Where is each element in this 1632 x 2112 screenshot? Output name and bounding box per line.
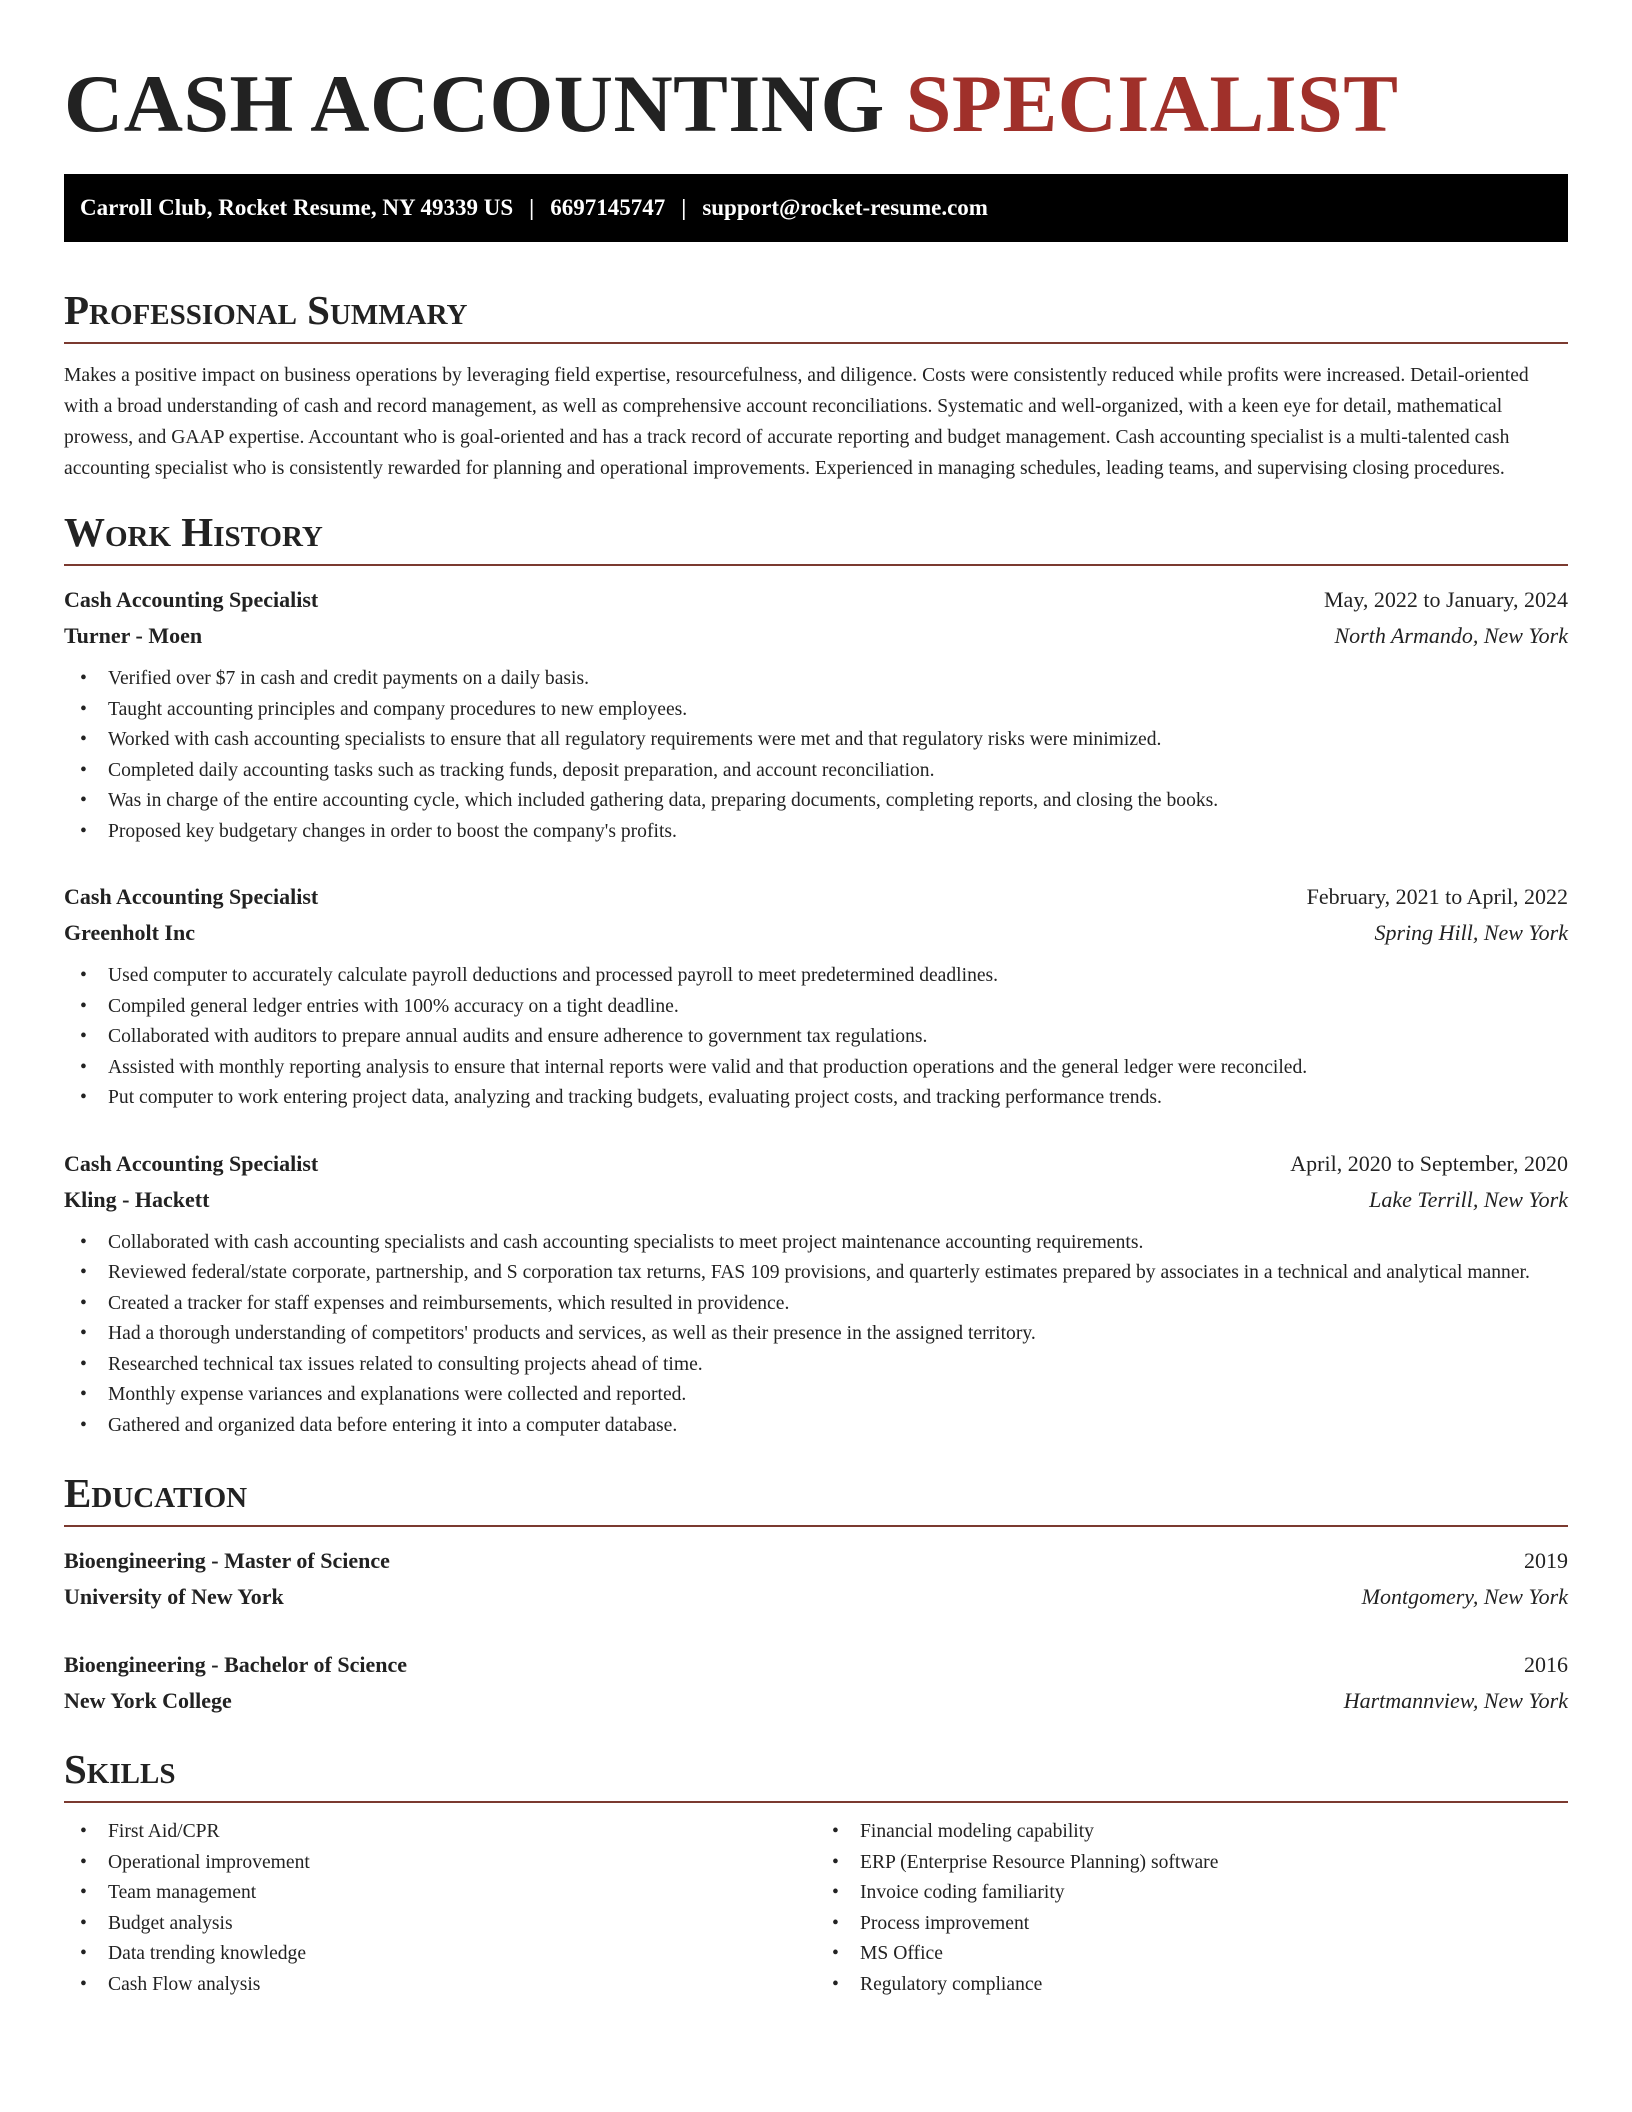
job-company-row bbox=[64, 1182, 1568, 1218]
job-bullet: • Completed daily accounting tasks such as tracking funds, deposit preparation, and account reconciliation. bbox=[64, 756, 1568, 787]
education-location: Hartmannview, New York bbox=[1343, 1688, 1568, 1713]
job-company-row bbox=[64, 915, 1568, 951]
resume-title bbox=[64, 58, 1568, 150]
education-year: 2019 bbox=[1524, 1548, 1568, 1573]
job-bullet: • Used computer to accurately calculate payroll deductions and processed payroll to meet predetermined deadlines. bbox=[64, 961, 1568, 992]
job-company-row bbox=[64, 618, 1568, 654]
job-company: Turner - Moen bbox=[64, 623, 203, 648]
job-location: Spring Hill, New York bbox=[1374, 920, 1568, 945]
job-bullet: • Proposed key budgetary changes in order to boost the company's profits. bbox=[64, 817, 1568, 848]
job-entry bbox=[64, 879, 1568, 1114]
skills-list bbox=[64, 1817, 1568, 2000]
job-bullet: • Put computer to work entering project data, analyzing and tracking budgets, evaluating project costs, and tracking performance trends. bbox=[64, 1083, 1568, 1114]
job-bullet: • Created a tracker for staff expenses and reimbursements, which resulted in providence. bbox=[64, 1289, 1568, 1320]
skill-item: • Regulatory compliance bbox=[816, 1970, 1568, 2001]
contact-email[interactable]: support@rocket-resume.com bbox=[702, 195, 988, 220]
job-entry bbox=[64, 582, 1568, 847]
job-bullets bbox=[64, 664, 1568, 847]
job-bullets bbox=[64, 961, 1568, 1114]
skill-item: • MS Office bbox=[816, 1939, 1568, 1970]
job-entry bbox=[64, 1146, 1568, 1442]
job-header-row bbox=[64, 582, 1568, 618]
skills-column-left bbox=[64, 1817, 816, 2000]
job-bullet: • Had a thorough understanding of competitors' products and services, as well as their presence in the assigned territory. bbox=[64, 1319, 1568, 1350]
job-title: Cash Accounting Specialist bbox=[64, 587, 319, 612]
education-school: University of New York bbox=[64, 1584, 284, 1609]
skill-item: • Cash Flow analysis bbox=[64, 1970, 816, 2001]
skill-item: • Financial modeling capability bbox=[816, 1817, 1568, 1848]
job-bullet: • Assisted with monthly reporting analysis to ensure that internal reports were valid and that production operations and the general ledger were reconciled. bbox=[64, 1053, 1568, 1084]
job-company: Kling - Hackett bbox=[64, 1186, 210, 1212]
job-bullet: • Compiled general ledger entries with 100% accuracy on a tight deadline. bbox=[64, 992, 1568, 1023]
contact-phone[interactable]: 6697145747 bbox=[550, 195, 666, 220]
job-title: Cash Accounting Specialist bbox=[64, 1150, 319, 1176]
section-heading-work: Work History bbox=[64, 508, 1568, 566]
education-entry bbox=[64, 1543, 1568, 1615]
job-header-row bbox=[64, 1146, 1568, 1182]
job-company: Greenholt Inc bbox=[64, 920, 195, 945]
education-degree: Bioengineering - Master of Science bbox=[64, 1548, 390, 1573]
job-bullet: • Collaborated with cash accounting specialists and cash accounting specialists to meet project maintenance accounting requirements. bbox=[64, 1228, 1568, 1259]
skill-item: • Team management bbox=[64, 1878, 816, 1909]
education-school-row bbox=[64, 1579, 1568, 1615]
title-specialist: SPECIALIST bbox=[905, 58, 1399, 149]
skills-column-right bbox=[816, 1817, 1568, 2000]
job-header-row bbox=[64, 879, 1568, 915]
education-school-row bbox=[64, 1683, 1568, 1719]
skill-item: • Process improvement bbox=[816, 1909, 1568, 1940]
skill-item: • Operational improvement bbox=[64, 1848, 816, 1879]
job-location: North Armando, New York bbox=[1334, 623, 1568, 648]
summary-text: Makes a positive impact on business operations by leveraging field expertise, resourcefulness, and diligence. Costs were consistently reduced while profits were increased. Detail-oriented with a broad understanding of cash and record management, as well as comprehensive account reconciliations. Systematic and well-organized, with a keen eye for detail, mathematical prowess, and GAAP expertise. Accountant who is goal-oriented and has a track record of accurate reporting and budget management. Cash accounting specialist is a multi-talented cash accounting specialist who is consistently rewarded for planning and operational improvements. Experienced in managing schedules, leading teams, and supervising closing procedures. bbox=[64, 365, 1529, 479]
education-school: New York College bbox=[64, 1688, 232, 1713]
contact-bar bbox=[64, 174, 1568, 242]
job-bullet: • Reviewed federal/state corporate, partnership, and S corporation tax returns, FAS 109 provisions, and quarterly estimates prepared by associates in a technical and analytical manner. bbox=[64, 1258, 1568, 1289]
skill-item: • ERP (Enterprise Resource Planning) software bbox=[816, 1848, 1568, 1879]
contact-address: Carroll Club, Rocket Resume, NY 49339 US bbox=[80, 195, 514, 220]
education-location: Montgomery, New York bbox=[1361, 1584, 1568, 1609]
job-bullet: • Gathered and organized data before entering it into a computer database. bbox=[64, 1411, 1568, 1442]
contact-separator: | bbox=[529, 195, 535, 220]
skill-item: • Invoice coding familiarity bbox=[816, 1878, 1568, 1909]
education-degree-row bbox=[64, 1647, 1568, 1683]
skill-item: • Budget analysis bbox=[64, 1909, 816, 1940]
skill-item: • First Aid/CPR bbox=[64, 1817, 816, 1848]
section-heading-education: Education bbox=[64, 1469, 1568, 1527]
education-entry bbox=[64, 1647, 1568, 1719]
job-dates: May, 2022 to January, 2024 bbox=[1324, 587, 1568, 612]
education-degree: Bioengineering - Bachelor of Science bbox=[64, 1652, 407, 1677]
education-degree-row bbox=[64, 1543, 1568, 1579]
job-bullet: • Was in charge of the entire accounting cycle, which included gathering data, preparing documents, completing reports, and closing the books. bbox=[64, 786, 1568, 817]
job-dates: April, 2020 to September, 2020 bbox=[1290, 1150, 1568, 1176]
job-bullet: • Verified over $7 in cash and credit payments on a daily basis. bbox=[64, 664, 1568, 695]
job-title: Cash Accounting Specialist bbox=[64, 884, 319, 909]
skill-item: • Data trending knowledge bbox=[64, 1939, 816, 1970]
contact-separator: | bbox=[681, 195, 687, 220]
job-dates: February, 2021 to April, 2022 bbox=[1306, 884, 1568, 909]
job-bullet: • Worked with cash accounting specialists to ensure that all regulatory requirements were met and that regulatory risks were minimized. bbox=[64, 725, 1568, 756]
job-bullet: • Monthly expense variances and explanations were collected and reported. bbox=[64, 1380, 1568, 1411]
resume-page bbox=[64, 0, 1568, 2000]
job-location: Lake Terrill, New York bbox=[1369, 1186, 1568, 1212]
job-bullet: • Collaborated with auditors to prepare annual audits and ensure adherence to government tax regulations. bbox=[64, 1022, 1568, 1053]
section-heading-skills: Skills bbox=[64, 1745, 1568, 1803]
job-bullets bbox=[64, 1228, 1568, 1442]
job-bullet: • Taught accounting principles and company procedures to new employees. bbox=[64, 695, 1568, 726]
education-year: 2016 bbox=[1524, 1652, 1568, 1677]
title-role: CASH ACCOUNTING bbox=[64, 58, 885, 149]
section-heading-summary: Professional Summary bbox=[64, 286, 1568, 344]
job-bullet: • Researched technical tax issues related to consulting projects ahead of time. bbox=[64, 1350, 1568, 1381]
